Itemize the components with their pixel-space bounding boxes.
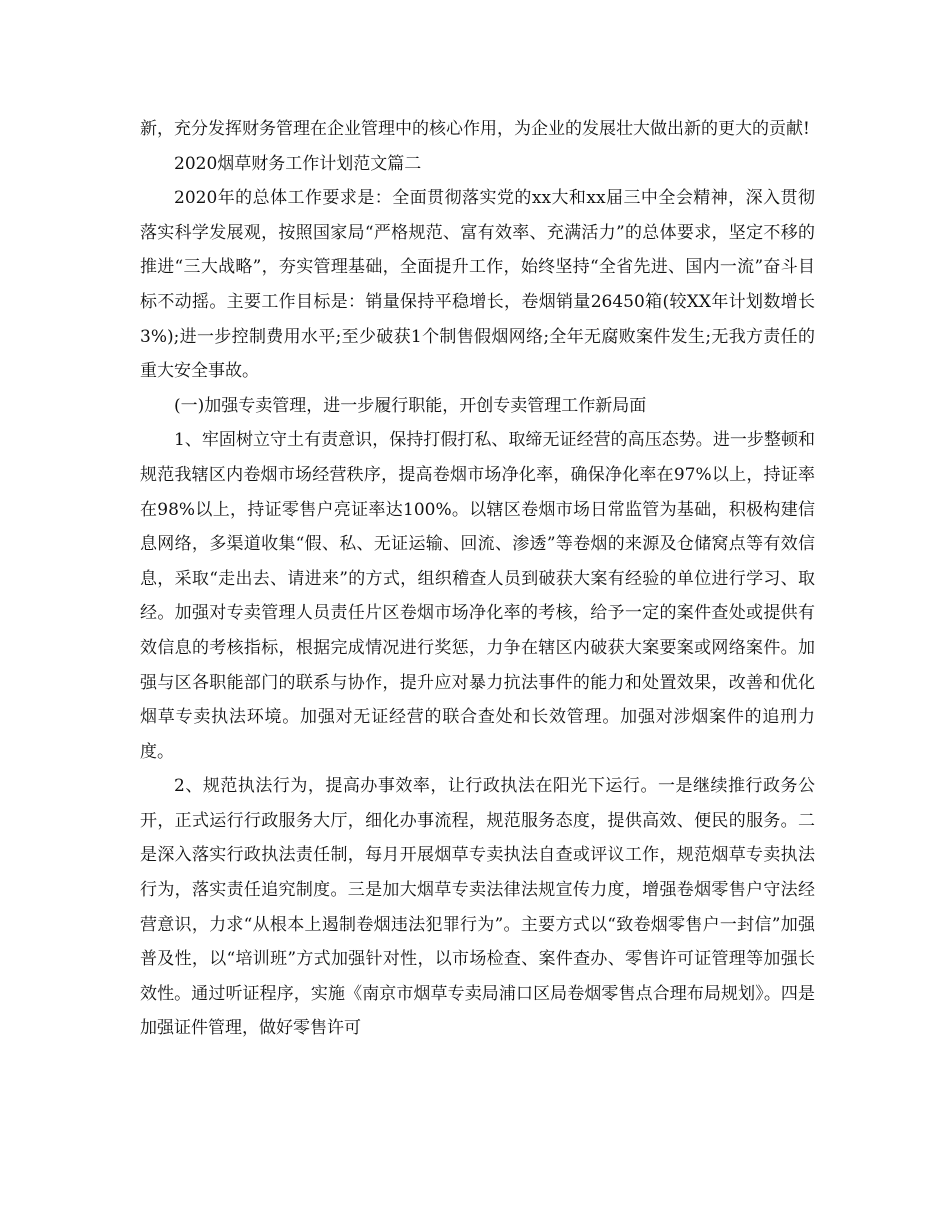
continued-paragraph: 新，充分发挥财务管理在企业管理中的核心作用，为企业的发展壮大做出新的更大的贡献! <box>140 119 810 139</box>
item-2-paragraph: 2、规范执法行为，提高办事效率，让行政执法在阳光下运行。一是继续推行政务公开，正式运行行政服务大厅，细化办事流程，规范服务态度，提供高效、便民的服务。二是深入落实行政执法责任制，每月开展烟草专卖执法自查或评议工作，规范烟草专卖执法行为，落实责任追究制度。三是加大烟草专卖法律法规宣传力度，增强卷烟零售户守法经营意识，力求“从根本上遏制卷烟违法犯罪行为”。主要方式以“致卷烟零售户一封信”加强普及性，以“培训班”方式加强针对性，以市场检查、案件查办、零售许可证管理等加强长效性。通过听证程序，实施《南京市烟草专卖局浦口区局卷烟零售点合理布局规划》。四是加强证件管理，做好零售许可 <box>140 776 815 1039</box>
item-1-paragraph: 1、牢固树立守土有责意识，保持打假打私、取缔无证经营的高压态势。进一步整顿和规范我辖区内卷烟市场经营秩序，提高卷烟市场净化率，确保净化率在97%以上，持证率在98%以上，持证零售户亮证率达100%。以辖区卷烟市场日常监管为基础，积极构建信息网络，多渠道收集“假、私、无证运输、回流、渗透”等卷烟的来源及仓储窝点等有效信息，采取“走出去、请进来”的方式，组织稽查人员到破获大案有经验的单位进行学习、取经。加强对专卖管理人员责任片区卷烟市场净化率的考核，给予一定的案件查处或提供有效信息的考核指标，根据完成情况进行奖惩，力争在辖区内破获大案要案或网络案件。加强与区各职能部门的联系与协作，提升应对暴力抗法事件的能力和处置效果，改善和优化烟草专卖执法环境。加强对无证经营的联合查处和长效管理。加强对涉烟案件的追刑力度。 <box>140 430 815 762</box>
document-page <box>140 112 815 1046</box>
subsection-heading: (一)加强专卖管理，进一步履行职能，开创专卖管理工作新局面 <box>174 395 647 416</box>
section-title: 2020烟草财务工作计划范文篇二 <box>174 153 422 174</box>
overall-requirements-paragraph: 2020年的总体工作要求是：全面贯彻落实党的xx大和xx届三中全会精神，深入贯彻落实科学发展观，按照国家局“严格规范、富有效率、充满活力”的总体要求，坚定不移的推进“三大战略”，夯实管理基础，全面提升工作，始终坚持“全省先进、国内一流”奋斗目标不动摇。主要工作目标是：销量保持平稳增长，卷烟销量26450箱(较XX年计划数增长3%);进一步控制费用水平;至少破获1个制售假烟网络;全年无腐败案件发生;无我方责任的重大安全事故。 <box>140 188 815 382</box>
